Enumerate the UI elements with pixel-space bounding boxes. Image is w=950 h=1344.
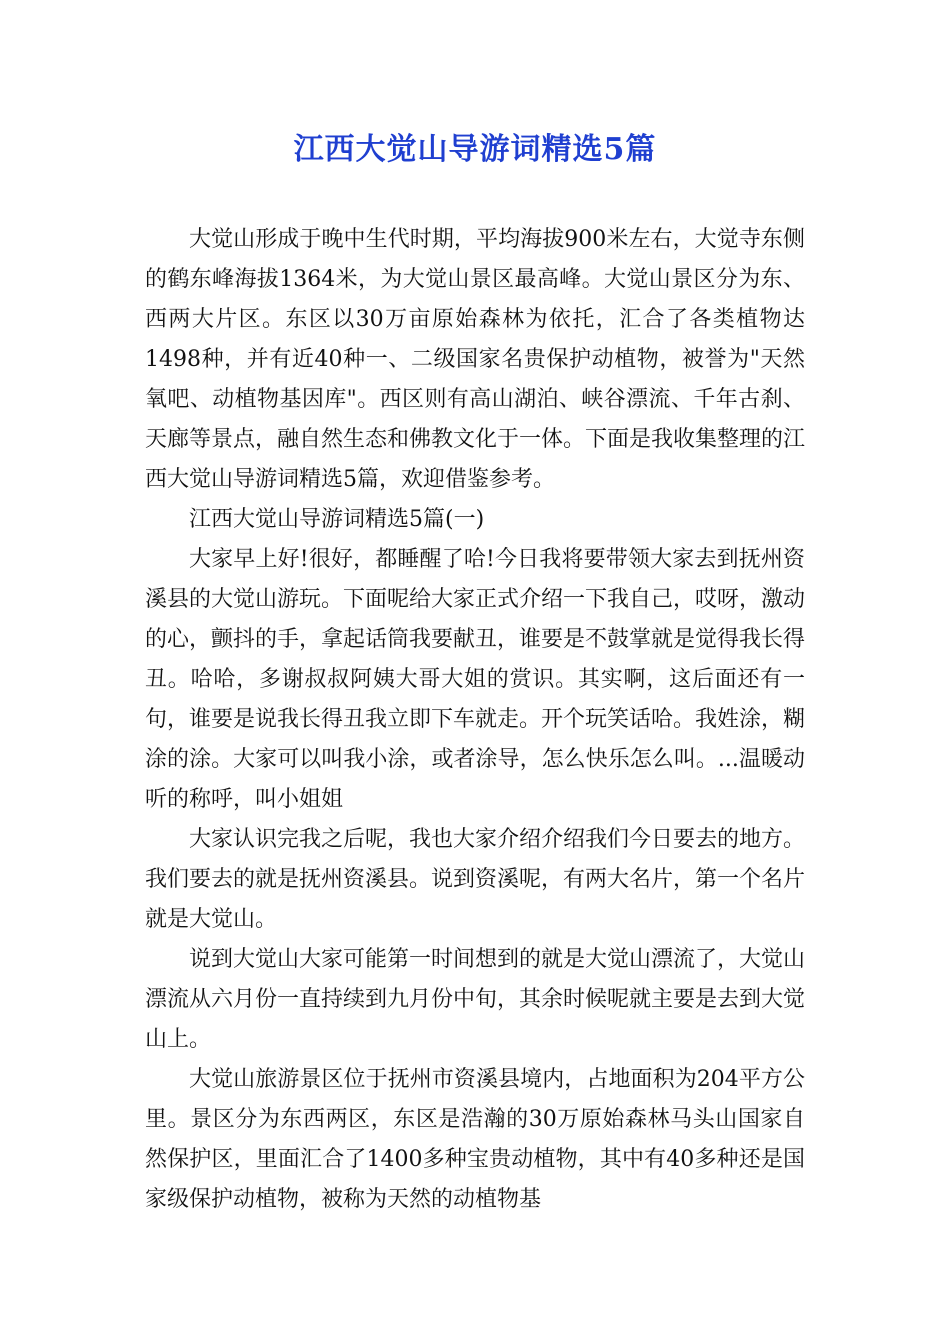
paragraph: 大家早上好!很好，都睡醒了哈!今日我将要带领大家去到抚州资溪县的大觉山游玩。下面呢给大家正式介绍一下我自己，哎呀，激动的心，颤抖的手，拿起话筒我要献丑，谁要是不鼓掌就是觉得我长得丑。哈哈，多谢叔叔阿姨大哥大姐的赏识。其实啊，这后面还有一句，谁要是说我长得丑我立即下车就走。开个玩笑话哈。我姓涂，糊涂的涂。大家可以叫我小涂，或者涂导，怎么快乐怎么叫。...温暖动听的称呼，叫小姐姐: [145, 547, 806, 812]
paragraph: 大觉山旅游景区位于抚州市资溪县境内，占地面积为204平方公里。景区分为东西两区，东区是浩瀚的30万原始森林马头山国家自然保护区，里面汇合了1400多种宝贵动植物，其中有40多种还是国家级保护动植物，被称为天然的动植物基: [145, 1067, 805, 1212]
paragraph: 说到大觉山大家可能第一时间想到的就是大觉山漂流了，大觉山漂流从六月份一直持续到九月份中旬，其余时候呢就主要是去到大觉山上。: [145, 947, 806, 1052]
document-body: [145, 220, 805, 1220]
document-title: 江西大觉山导游词精选5篇: [293, 132, 657, 167]
section-heading: 江西大觉山导游词精选5篇(一): [189, 507, 485, 532]
paragraph: 大家认识完我之后呢，我也大家介绍介绍我们今日要去的地方。我们要去的就是抚州资溪县。说到资溪呢，有两大名片，第一个名片就是大觉山。: [145, 827, 806, 932]
paragraph-intro: 大觉山形成于晚中生代时期，平均海拔900米左右，大觉寺东侧的鹤东峰海拔1364米，为大觉山景区最高峰。大觉山景区分为东、西两大片区。东区以30万亩原始森林为依托，汇合了各类植物达1498种，并有近40种一、二级国家名贵保护动植物，被誉为"天然氧吧、动植物基因库"。西区则有高山湖泊、峡谷漂流、千年古刹、天廊等景点，融自然生态和佛教文化于一体。下面是我收集整理的江西大觉山导游词精选5篇，欢迎借鉴参考。: [145, 227, 806, 492]
